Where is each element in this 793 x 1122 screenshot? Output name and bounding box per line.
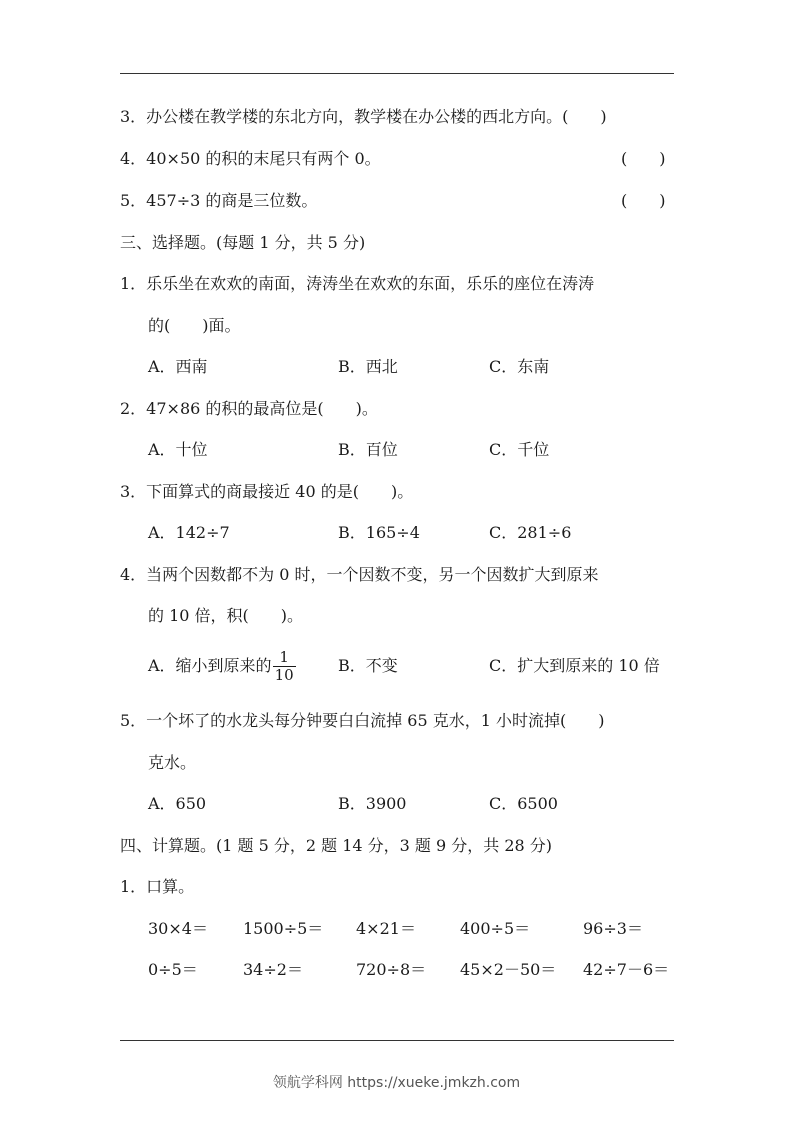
choice-q5-line2: 克水。 [148, 753, 197, 772]
choice-q4-option-b[interactable]: B．不变 [338, 656, 398, 675]
fraction-one-tenth [273, 649, 296, 684]
choice-q1-line1: 1．乐乐坐在欢欢的南面，涛涛坐在欢欢的东面，乐乐的座位在涛涛 [120, 274, 595, 293]
section-3-title: 三、选择题。(每题 1 分，共 5 分) [120, 233, 366, 252]
choice-q1-option-c[interactable]: C．东南 [489, 357, 550, 376]
judge-question-3: 3．办公楼在教学楼的东北方向，教学楼在办公楼的西北方向。( ) [120, 107, 607, 126]
oral-calc-5[interactable]: 96÷3＝ [583, 919, 643, 938]
choice-q4-option-c[interactable]: C．扩大到原来的 10 倍 [489, 656, 660, 675]
judge-question-4: 4．40×50 的积的末尾只有两个 0。 [120, 149, 381, 168]
oral-calc-1[interactable]: 30×4＝ [148, 919, 208, 938]
choice-q4-option-a-text: A．缩小到原来的 [148, 656, 272, 675]
judge-question-5: 5．457÷3 的商是三位数。 [120, 191, 318, 210]
bottom-rule [120, 1040, 674, 1041]
choice-q5-option-c[interactable]: C．6500 [489, 794, 558, 813]
choice-q4-option-a[interactable] [148, 649, 296, 684]
choice-q2-option-a[interactable]: A．十位 [148, 440, 208, 459]
answer-paren-5[interactable]: ( ) [621, 191, 666, 210]
choice-q2-option-c[interactable]: C．千位 [489, 440, 550, 459]
oral-calc-9[interactable]: 45×2－50＝ [460, 960, 557, 979]
oral-calc-6[interactable]: 0÷5＝ [148, 960, 198, 979]
choice-q2-option-b[interactable]: B．百位 [338, 440, 398, 459]
choice-q3-option-a[interactable]: A．142÷7 [148, 523, 230, 542]
oral-calc-7[interactable]: 34÷2＝ [243, 960, 303, 979]
section-4-title: 四、计算题。(1 题 5 分，2 题 14 分，3 题 9 分，共 28 分) [120, 836, 553, 855]
answer-paren-4[interactable]: ( ) [621, 149, 666, 168]
oral-calc-3[interactable]: 4×21＝ [356, 919, 416, 938]
fraction-denominator: 10 [274, 666, 294, 684]
choice-q1-line2: 的( )面。 [148, 316, 241, 335]
choice-q4-line1: 4．当两个因数都不为 0 时，一个因数不变，另一个因数扩大到原来 [120, 565, 599, 584]
oral-calc-2[interactable]: 1500÷5＝ [243, 919, 324, 938]
oral-calc-10[interactable]: 42÷7－6＝ [583, 960, 670, 979]
choice-q3-option-c[interactable]: C．281÷6 [489, 523, 572, 542]
choice-q5-line1: 5．一个坏了的水龙头每分钟要白白流掉 65 克水，1 小时流掉( ) [120, 711, 605, 730]
choice-q4-line2: 的 10 倍，积( )。 [148, 606, 304, 625]
choice-q1-option-a[interactable]: A．西南 [148, 357, 208, 376]
choice-q2: 2．47×86 的积的最高位是( )。 [120, 399, 378, 418]
choice-q1-option-b[interactable]: B．西北 [338, 357, 398, 376]
top-rule [120, 73, 674, 74]
choice-q5-option-b[interactable]: B．3900 [338, 794, 407, 813]
oral-calc-4[interactable]: 400÷5＝ [460, 919, 531, 938]
oral-calc-8[interactable]: 720÷8＝ [356, 960, 427, 979]
calc-q1-title: 1．口算。 [120, 877, 195, 896]
choice-q3: 3．下面算式的商最接近 40 的是( )。 [120, 482, 414, 501]
choice-q5-option-a[interactable]: A．650 [148, 794, 207, 813]
footer-watermark: 领航学科网 https://xueke.jmkzh.com [272, 1075, 521, 1091]
choice-q3-option-b[interactable]: B．165÷4 [338, 523, 420, 542]
fraction-numerator: 1 [273, 649, 296, 667]
